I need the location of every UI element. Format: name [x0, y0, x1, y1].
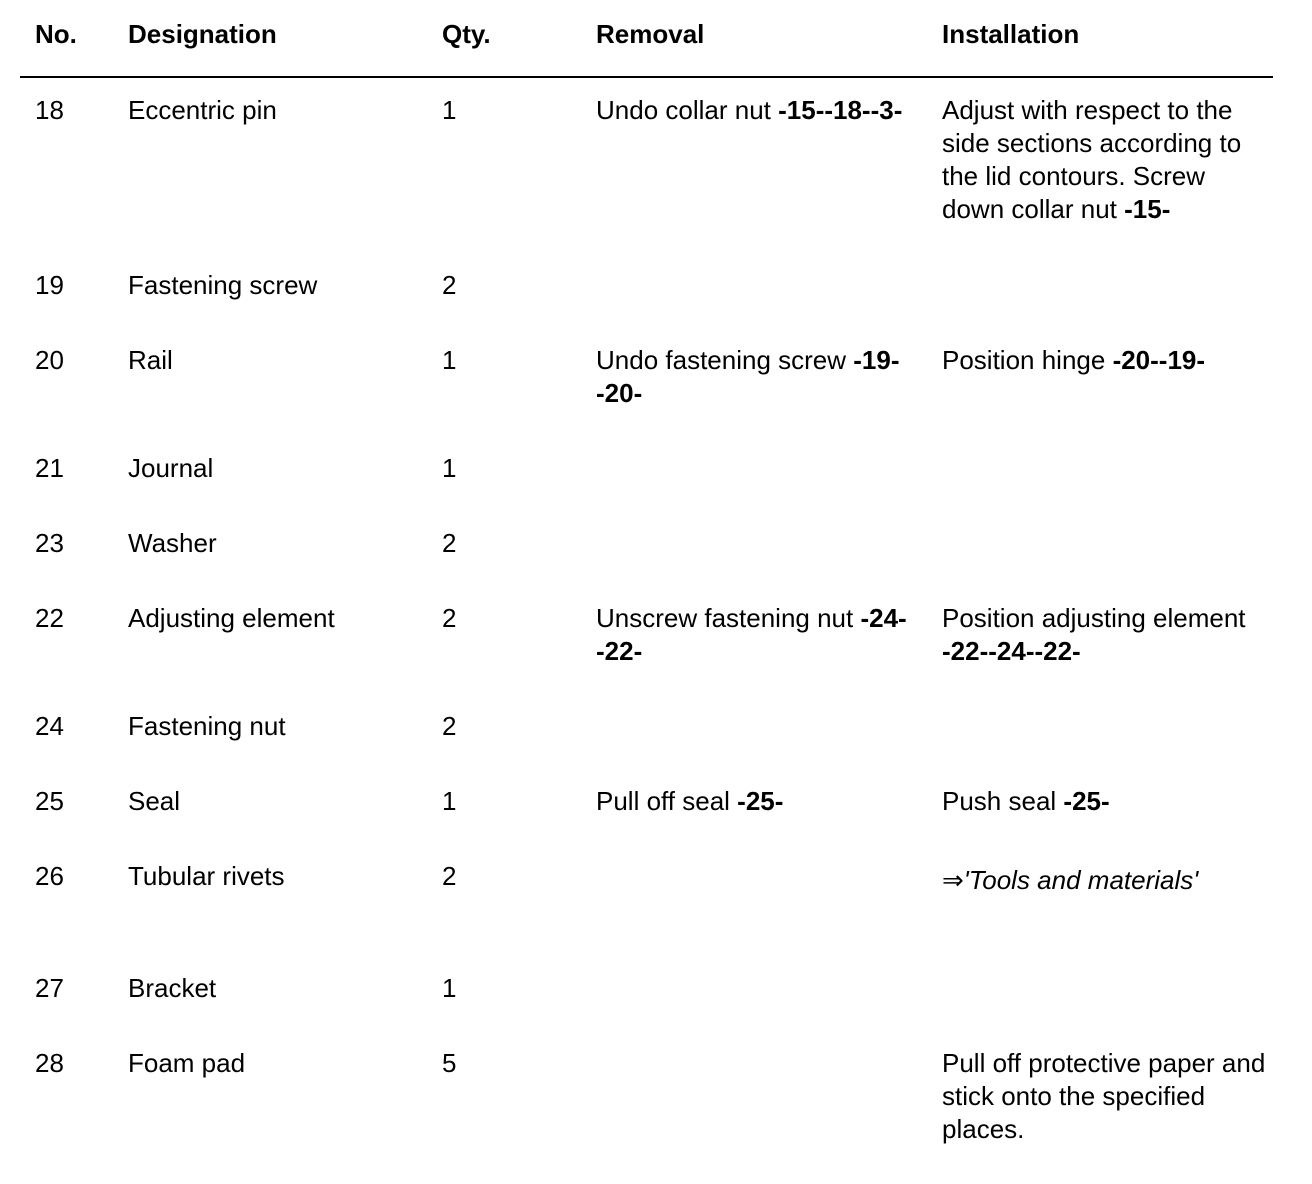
cell-designation: Fastening screw [128, 270, 318, 300]
cell-qty: 1 [442, 453, 457, 483]
cell-installation [942, 1047, 1272, 1146]
header-designation: Designation [128, 19, 277, 49]
cell-designation: Eccentric pin [128, 95, 277, 125]
header-no: No. [35, 19, 77, 49]
cell-qty: 2 [442, 603, 457, 633]
table-header [0, 0, 1312, 78]
header-installation: Installation [942, 19, 1080, 49]
cell-no: 23 [35, 528, 64, 558]
cell-removal [596, 785, 926, 818]
cell-designation: Journal [128, 453, 214, 483]
cell-qty: 2 [442, 270, 457, 300]
installation-ref: -25- [1063, 786, 1110, 816]
cell-installation [942, 602, 1272, 668]
installation-ref: -20--19- [1112, 345, 1206, 375]
removal-ref: -15--18--3- [778, 95, 903, 125]
cell-designation: Washer [128, 528, 217, 558]
cell-qty: 2 [442, 861, 457, 891]
installation-text: Position hinge [942, 345, 1113, 375]
cell-designation: Bracket [128, 973, 217, 1003]
cell-installation [942, 785, 1272, 818]
cell-removal [596, 602, 926, 668]
cell-qty: 1 [442, 345, 457, 375]
cell-qty: 2 [442, 711, 457, 741]
cell-no: 25 [35, 786, 64, 816]
cell-installation [942, 864, 1272, 898]
header-divider [20, 76, 1273, 78]
installation-ref: -15- [1124, 194, 1171, 224]
cell-qty: 5 [442, 1048, 457, 1078]
cell-qty: 1 [442, 973, 457, 1003]
cell-qty: 2 [442, 528, 457, 558]
cell-designation: Foam pad [128, 1048, 246, 1078]
removal-text: Undo fastening screw [596, 345, 854, 375]
removal-ref: -24--22- [596, 603, 907, 666]
removal-text: Unscrew fastening nut [596, 603, 861, 633]
removal-text: Pull off seal [596, 786, 738, 816]
installation-text: Push seal [942, 786, 1064, 816]
cell-no: 21 [35, 453, 64, 483]
cell-no: 28 [35, 1048, 64, 1078]
cell-designation: Seal [128, 786, 181, 816]
removal-ref: -19--20- [596, 345, 900, 408]
header-removal: Removal [596, 19, 705, 49]
installation-text: Adjust with respect to the side sections according to the lid contours. Screw down collar nut [942, 95, 1242, 224]
cell-removal [596, 344, 926, 410]
removal-text: Undo collar nut [596, 95, 779, 125]
cell-designation: Adjusting element [128, 603, 335, 633]
arrow-right-icon: ⇒ [942, 866, 964, 896]
cell-designation: Fastening nut [128, 711, 286, 741]
cell-designation: Rail [128, 345, 173, 375]
cell-installation [942, 94, 1272, 226]
cell-designation: Tubular rivets [128, 861, 285, 891]
installation-text: Position adjusting element [942, 603, 1246, 633]
cell-no: 18 [35, 95, 64, 125]
tools-and-materials-link[interactable]: 'Tools and materials' [963, 865, 1199, 895]
removal-ref: -25- [737, 786, 784, 816]
cell-no: 26 [35, 861, 64, 891]
cell-no: 22 [35, 603, 64, 633]
installation-text: Pull off protective paper and stick onto the specified places. [942, 1048, 1266, 1144]
cell-qty: 1 [442, 786, 457, 816]
cell-installation [942, 344, 1272, 377]
installation-ref: -22--24--22- [942, 636, 1081, 666]
cell-no: 20 [35, 345, 64, 375]
cell-no: 19 [35, 270, 64, 300]
cell-no: 27 [35, 973, 64, 1003]
cell-qty: 1 [442, 95, 457, 125]
cell-removal [596, 94, 926, 127]
header-qty: Qty. [442, 19, 491, 49]
cell-no: 24 [35, 711, 64, 741]
